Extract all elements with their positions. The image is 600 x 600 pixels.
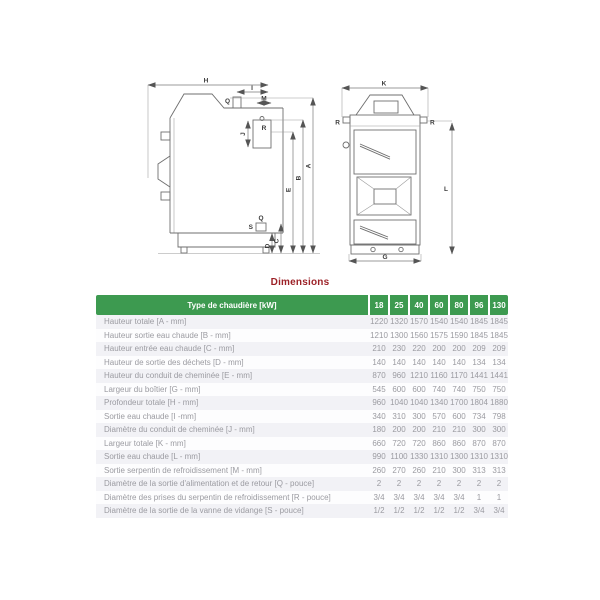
row-label: Profondeur totale [H - mm] — [104, 398, 199, 408]
row-value: 1 — [496, 492, 502, 502]
row-value: 300 — [492, 425, 506, 435]
row-value: 860 — [452, 438, 466, 448]
row-value: 740 — [452, 384, 466, 394]
row-value: 750 — [472, 384, 486, 394]
section-title: Dimensions — [270, 277, 330, 288]
row-value: 2 — [376, 479, 382, 489]
row-value: 210 — [432, 425, 446, 435]
row-value: 140 — [452, 357, 466, 367]
row-label: Sortie eau chaude [I -mm] — [104, 411, 197, 421]
row-value: 200 — [392, 425, 406, 435]
row-value: 600 — [392, 384, 406, 394]
row-value: 734 — [472, 411, 486, 421]
table-header-col: 80 — [450, 295, 468, 315]
row-value: 1300 — [450, 452, 468, 462]
hinge-bottom — [161, 192, 170, 200]
dim-label-d: D — [264, 243, 272, 249]
row-value: 2 — [496, 479, 502, 489]
row-value: 660 — [372, 438, 386, 448]
dim-label-h: H — [203, 77, 209, 85]
row-value: 1220 — [370, 317, 388, 327]
row-value: 1/2 — [393, 506, 405, 516]
row-value: 870 — [472, 438, 486, 448]
table-row — [96, 342, 508, 356]
row-value: 1170 — [450, 371, 468, 381]
row-value: 300 — [452, 465, 466, 475]
row-value: 260 — [412, 465, 426, 475]
row-value: 1310 — [430, 452, 448, 462]
door-handle — [158, 156, 170, 187]
base-hole-left — [371, 247, 375, 251]
row-value: 3/4 — [473, 506, 485, 516]
dimensions-table — [96, 295, 508, 518]
row-value: 3/4 — [373, 492, 385, 502]
technical-diagram — [0, 60, 600, 275]
row-label: Largeur du boîtier [G - mm] — [104, 384, 201, 394]
row-value: 960 — [372, 398, 386, 408]
row-value: 1540 — [450, 317, 468, 327]
row-label: Hauteur sortie eau chaude [B - mm] — [104, 330, 231, 340]
base-plate — [351, 245, 419, 254]
lower-door — [354, 220, 416, 244]
row-label: Hauteur entrée eau chaude [C - mm] — [104, 344, 235, 354]
row-value: 134 — [472, 357, 486, 367]
row-value: 1330 — [410, 452, 428, 462]
table-row — [96, 464, 508, 478]
row-value: 2 — [416, 479, 422, 489]
row-value: 1 — [476, 492, 482, 502]
table-row — [96, 356, 508, 370]
table-header-col: 96 — [470, 295, 488, 315]
boiler-front-view — [335, 81, 452, 262]
upper-door-handle — [360, 144, 390, 159]
row-value: 1700 — [450, 398, 468, 408]
row-value: 1300 — [390, 330, 408, 340]
table-header-col: 130 — [490, 295, 508, 315]
row-value: 990 — [372, 452, 386, 462]
table-header-col: 18 — [370, 295, 388, 315]
dim-label-r-left: R — [335, 119, 340, 127]
table-row — [96, 450, 508, 464]
row-value: 3/4 — [453, 492, 465, 502]
row-label: Largeur totale [K - mm] — [104, 438, 186, 448]
body-outline — [350, 115, 420, 245]
row-value: 2 — [436, 479, 442, 489]
table-row — [96, 383, 508, 397]
dim-label-q-bottom: Q — [258, 215, 264, 222]
row-value: 1310 — [490, 452, 508, 462]
table-row — [96, 396, 508, 410]
row-value: 1320 — [390, 317, 408, 327]
dim-label-r: R — [261, 125, 267, 132]
row-value: 1100 — [390, 452, 408, 462]
dim-label-b: B — [295, 175, 303, 181]
row-label: Hauteur du conduit de cheminée [E - mm] — [104, 371, 253, 381]
row-value: 1210 — [370, 330, 388, 340]
row-value: 134 — [492, 357, 506, 367]
row-value: 740 — [432, 384, 446, 394]
row-value: 313 — [472, 465, 486, 475]
row-value: 230 — [392, 344, 406, 354]
dim-label-s: S — [248, 224, 253, 231]
row-value: 3/4 — [433, 492, 445, 502]
row-value: 1845 — [490, 317, 508, 327]
dim-label-q-top: Q — [224, 98, 230, 105]
table-header-label: Type de chaudière [kW] — [96, 295, 368, 315]
row-value: 140 — [432, 357, 446, 367]
row-value: 310 — [392, 411, 406, 421]
row-value: 200 — [452, 344, 466, 354]
table-row — [96, 504, 508, 518]
dim-label-r-right: R — [430, 119, 435, 127]
row-label: Hauteur de sortie des déchets [D - mm] — [104, 357, 244, 367]
table-row — [96, 437, 508, 451]
row-value: 200 — [412, 425, 426, 435]
row-value: 960 — [392, 371, 406, 381]
fitting-right — [420, 117, 427, 123]
row-value: 1590 — [450, 330, 468, 340]
base-hole-right — [399, 247, 403, 251]
row-value: 798 — [492, 411, 506, 421]
row-value: 1040 — [410, 398, 428, 408]
row-value: 300 — [412, 411, 426, 421]
boiler-side-view — [148, 78, 320, 254]
row-label: Diamètre des prises du serpentin de refroidissement [R - pouce] — [104, 492, 331, 502]
row-value: 300 — [472, 425, 486, 435]
dim-label-g: G — [382, 254, 388, 261]
row-value: 1441 — [490, 371, 508, 381]
row-value: 3/4 — [493, 506, 505, 516]
row-value: 1575 — [430, 330, 448, 340]
row-value: 1845 — [470, 330, 488, 340]
row-value: 860 — [432, 438, 446, 448]
row-value: 1880 — [490, 398, 508, 408]
row-value: 270 — [392, 465, 406, 475]
row-value: 210 — [372, 344, 386, 354]
hinge-top — [161, 132, 170, 140]
combustion-inner — [374, 189, 396, 204]
table-row — [96, 423, 508, 437]
dim-label-j: J — [240, 132, 247, 136]
row-value: 3/4 — [413, 492, 425, 502]
table-body — [96, 315, 508, 518]
row-value: 1845 — [470, 317, 488, 327]
row-value: 209 — [492, 344, 506, 354]
table-row — [96, 329, 508, 343]
side-port — [343, 142, 349, 148]
table-header-row — [96, 295, 508, 315]
row-value: 1040 — [390, 398, 408, 408]
dim-label-l: L — [444, 186, 448, 193]
dim-label-e: E — [285, 187, 293, 193]
row-value: 1570 — [410, 317, 428, 327]
row-value: 180 — [372, 425, 386, 435]
row-value: 140 — [392, 357, 406, 367]
table-row — [96, 477, 508, 491]
row-value: 1340 — [430, 398, 448, 408]
row-value: 220 — [412, 344, 426, 354]
row-value: 600 — [452, 411, 466, 421]
row-value: 600 — [412, 384, 426, 394]
table-row — [96, 410, 508, 424]
row-value: 870 — [372, 371, 386, 381]
row-value: 870 — [492, 438, 506, 448]
row-value: 1/2 — [373, 506, 385, 516]
row-value: 1160 — [430, 371, 448, 381]
row-label: Diamètre de la sortie de la vanne de vidange [S - pouce] — [104, 506, 304, 516]
row-label: Diamètre du conduit de cheminée [J - mm] — [104, 425, 255, 435]
row-value: 1441 — [470, 371, 488, 381]
table-row — [96, 491, 508, 505]
row-value: 210 — [432, 465, 446, 475]
row-value: 1560 — [410, 330, 428, 340]
row-value: 3/4 — [393, 492, 405, 502]
row-value: 570 — [432, 411, 446, 421]
drain-valve-stub — [256, 223, 266, 231]
upper-door — [354, 130, 416, 174]
row-value: 545 — [372, 384, 386, 394]
row-value: 1310 — [470, 452, 488, 462]
row-value: 750 — [492, 384, 506, 394]
row-value: 1845 — [490, 330, 508, 340]
row-value: 200 — [432, 344, 446, 354]
row-value: 1/2 — [413, 506, 425, 516]
row-value: 2 — [476, 479, 482, 489]
table-header-col: 40 — [410, 295, 428, 315]
dim-label-a: A — [305, 163, 313, 169]
foot-left — [181, 247, 187, 253]
row-value: 209 — [472, 344, 486, 354]
dim-label-i: I — [251, 85, 253, 92]
row-value: 140 — [372, 357, 386, 367]
dim-label-c: C — [273, 238, 281, 244]
table-row — [96, 369, 508, 383]
lower-door-handle — [360, 226, 388, 239]
flue-vent — [374, 101, 398, 113]
table-row — [96, 315, 508, 329]
opening-perspective — [357, 177, 411, 215]
outlet-stub-top — [233, 97, 241, 108]
row-value: 1210 — [410, 371, 428, 381]
row-value: 140 — [412, 357, 426, 367]
dim-label-m: M — [261, 95, 267, 103]
dim-label-k: K — [381, 80, 387, 88]
plinth — [178, 233, 275, 247]
fitting-left — [343, 117, 350, 123]
row-value: 1540 — [430, 317, 448, 327]
row-value: 2 — [456, 479, 462, 489]
row-label: Sortie eau chaude [L - mm] — [104, 452, 201, 462]
hood-outline — [356, 95, 414, 115]
row-label: Diamètre de la sortie d'alimentation et de retour [Q - pouce] — [104, 479, 315, 489]
row-value: 260 — [372, 465, 386, 475]
table-header-col: 25 — [390, 295, 408, 315]
table-header-col: 60 — [430, 295, 448, 315]
row-value: 720 — [392, 438, 406, 448]
row-label: Hauteur totale [A - mm] — [104, 317, 187, 327]
row-value: 1/2 — [453, 506, 465, 516]
row-value: 720 — [412, 438, 426, 448]
row-value: 313 — [492, 465, 506, 475]
row-value: 340 — [372, 411, 386, 421]
row-value: 1804 — [470, 398, 488, 408]
row-label: Sortie serpentin de refroidissement [M - mm] — [104, 465, 262, 475]
row-value: 210 — [452, 425, 466, 435]
row-value: 2 — [396, 479, 402, 489]
row-value: 1/2 — [433, 506, 445, 516]
